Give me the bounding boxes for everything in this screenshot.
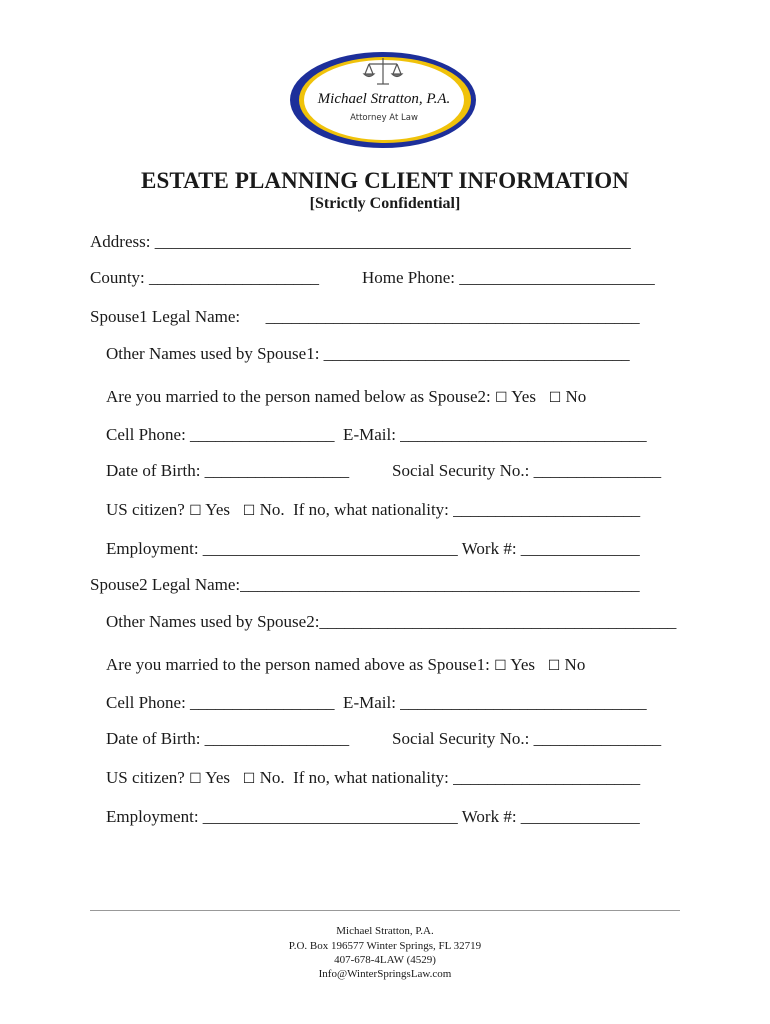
spouse2-ssn-field[interactable]: Social Security No.: _______________ (392, 729, 662, 748)
spouse2-married-question (106, 655, 585, 676)
spouse1-married-question (106, 387, 586, 408)
checkbox-citizen-yes[interactable]: ☐ (189, 771, 202, 787)
spouse2-employment-field[interactable]: Employment: ______________________________ Work #: ______________ (106, 807, 640, 826)
spouse1-dob-field[interactable]: Date of Birth: _________________ (106, 461, 350, 480)
firm-logo (288, 50, 478, 150)
footer-firm-name: Michael Stratton, P.A. (336, 925, 434, 937)
footer-divider (90, 910, 680, 911)
no-label: No (560, 655, 586, 674)
spouse1-citizen-question (106, 500, 640, 521)
married-question-label: Are you married to the person named below as Spouse2: (106, 387, 496, 406)
checkbox-married-yes[interactable]: ☐ (494, 658, 507, 674)
yes-label: Yes (201, 768, 231, 787)
checkbox-citizen-no[interactable]: ☐ (242, 503, 256, 519)
spouse1-other-names-field[interactable]: Other Names used by Spouse1: ____________________________________ (106, 344, 630, 363)
logo-tagline: Attorney At Law (350, 113, 418, 123)
spouse2-dob-field[interactable]: Date of Birth: _________________ (106, 729, 350, 748)
page-subtitle: [Strictly Confidential] (309, 195, 461, 212)
spouse2-citizen-question (106, 768, 640, 789)
nationality-field[interactable]: No. If no, what nationality: ______________________ (255, 768, 641, 787)
spouse1-ssn-field[interactable]: Social Security No.: _______________ (392, 461, 662, 480)
address-field[interactable]: Address: ________________________________________________________ (90, 232, 631, 251)
footer-address: P.O. Box 196577 Winter Springs, FL 32719 (288, 940, 482, 952)
nationality-field[interactable]: No. If no, what nationality: ______________________ (255, 500, 641, 519)
checkbox-citizen-no[interactable]: ☐ (242, 771, 256, 787)
footer-phone: 407-678-4LAW (4529) (334, 954, 436, 966)
citizen-question-label: US citizen? (106, 768, 190, 787)
yes-label: Yes (506, 655, 535, 674)
home-phone-field[interactable]: Home Phone: _______________________ (362, 268, 655, 287)
spouse2-legal-name-field[interactable]: Spouse2 Legal Name:_______________________________________________ (90, 575, 640, 594)
logo-firm-name: Michael Stratton, P.A. (317, 91, 451, 107)
checkbox-citizen-yes[interactable]: ☐ (189, 503, 202, 519)
spouse2-cell-email-field[interactable]: Cell Phone: _________________ E-Mail: _____________________________ (106, 693, 647, 712)
married-question-label: Are you married to the person named above as Spouse1: (106, 655, 495, 674)
footer-email: Info@WinterSpringsLaw.com (318, 968, 452, 980)
yes-label: Yes (201, 500, 231, 519)
spouse2-other-names-field[interactable]: Other Names used by Spouse2:__________________________________________ (106, 612, 677, 631)
citizen-question-label: US citizen? (106, 500, 190, 519)
checkbox-married-no[interactable]: ☐ (548, 390, 562, 406)
checkbox-married-yes[interactable]: ☐ (495, 390, 508, 406)
page-title: ESTATE PLANNING CLIENT INFORMATION (141, 168, 629, 193)
checkbox-married-no[interactable]: ☐ (547, 658, 561, 674)
spouse1-employment-field[interactable]: Employment: ______________________________ Work #: ______________ (106, 539, 640, 558)
no-label: No (561, 387, 587, 406)
county-field[interactable]: County: ____________________ (90, 268, 320, 287)
spouse1-cell-email-field[interactable]: Cell Phone: _________________ E-Mail: _____________________________ (106, 425, 647, 444)
spouse1-legal-name-field[interactable]: Spouse1 Legal Name: ____________________________________________ (90, 307, 640, 326)
yes-label: Yes (507, 387, 536, 406)
